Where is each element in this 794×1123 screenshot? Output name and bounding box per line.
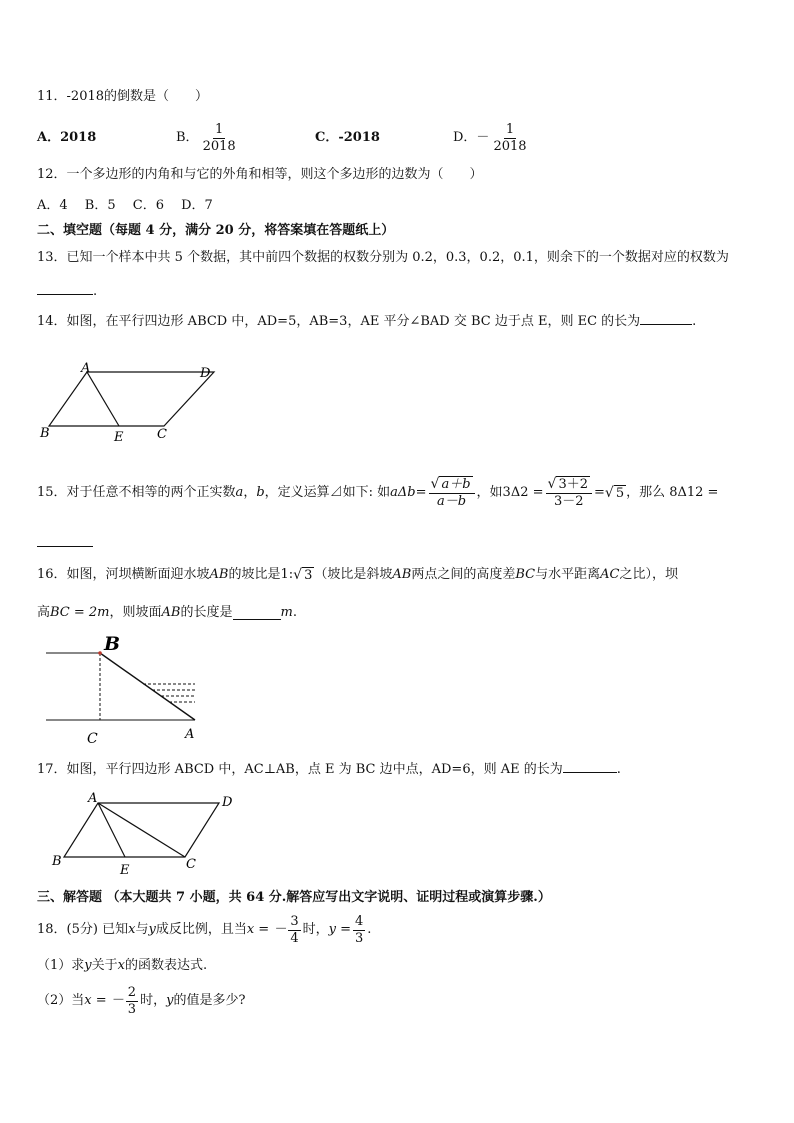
q11-stem: 11．-2018的倒数是（ ）	[37, 89, 209, 104]
answer-blank	[37, 281, 93, 295]
unit-m: m	[280, 605, 293, 620]
q18-condition: x = －	[84, 993, 124, 1008]
parallelogram-abcd	[49, 372, 214, 426]
q15-op-lhs: aΔb	[390, 485, 416, 500]
answer-blank	[563, 759, 617, 773]
q11-option-c: C．-2018	[315, 130, 380, 145]
var-a: a	[235, 485, 244, 500]
q15-example-fraction	[546, 476, 592, 510]
q14-tail: .	[692, 314, 697, 329]
q16-text: 之比），坝	[619, 567, 678, 582]
sqrt-icon: √	[430, 476, 440, 492]
q17-stem: 17．如图，平行四边形 ABCD 中，AC⊥AB，点 E 为 BC 边中点，AD=6，则 AE 的长为	[37, 762, 563, 777]
fraction-denominator: 3	[127, 1001, 137, 1017]
q18-text: 的函数表达式.	[125, 958, 208, 973]
q16-dam-figure	[40, 628, 210, 748]
q15-definition-fraction	[429, 476, 475, 510]
q16-text: 的坡比是	[228, 567, 281, 582]
q18-fraction-y	[353, 914, 365, 947]
label-c: C	[157, 427, 167, 442]
var-ab: AB	[209, 567, 229, 582]
sqrt-icon: √	[547, 476, 557, 492]
q16-text: 的长度是	[180, 605, 233, 620]
q14-stem: 14．如图，在平行四边形 ABCD 中，AD=5，AB=3，AE 平分∠BAD 交 BC 边于点 E，则 EC 的长为	[37, 314, 641, 329]
q15-mid: ，定义运算⊿如下: 如	[264, 485, 391, 500]
q16-text: （坡比是斜坡	[314, 567, 393, 582]
radicand: 5	[615, 486, 625, 501]
q15-comma: ，	[243, 485, 257, 500]
answer-blank	[640, 311, 692, 325]
q15-example-lhs: ，如3Δ2 =	[476, 485, 544, 500]
q18-text: .	[367, 922, 372, 937]
equals-sign: =	[415, 485, 427, 500]
label-a: A	[185, 727, 195, 742]
equals-sign: =	[593, 485, 605, 500]
q18-y-equals: y =	[328, 922, 351, 937]
q16-text: 16．如图，河坝横断面迎水坡	[37, 567, 210, 582]
q18-text: 时，	[140, 993, 167, 1008]
label-d: D	[222, 795, 233, 810]
fraction-numerator: 1	[214, 121, 224, 137]
fraction-denominator: 4	[290, 930, 299, 946]
slope-ab	[100, 653, 195, 720]
q11-option-b	[176, 118, 240, 158]
q12-stem: 12．一个多边形的内角和与它的外角和相等，则这个多边形的边数为（ ）	[37, 167, 483, 182]
var-bc-height: BC = 2m	[50, 605, 110, 620]
q11-option-d-fraction	[491, 122, 528, 155]
q18-text: 时，	[302, 922, 329, 937]
fraction-denominator: 3－2	[553, 494, 584, 509]
q18-text: 与	[135, 922, 149, 937]
fraction-numerator	[546, 476, 592, 494]
fraction-denominator: a－b	[437, 494, 467, 509]
radicand: a＋b	[441, 477, 471, 492]
q15-text	[37, 470, 718, 516]
q11-option-d-label: D．－	[453, 130, 490, 145]
section-2-title: 二、填空题（每题 4 分，满分 20 分，将答案填在答题纸上）	[37, 223, 395, 238]
q14-text	[37, 311, 696, 331]
q15-answer-blank	[37, 533, 93, 553]
fraction-numerator: 4	[355, 913, 364, 929]
var-y: y	[84, 958, 92, 973]
fraction-numerator	[429, 476, 475, 494]
var-b: b	[256, 485, 265, 500]
q11-option-b-fraction	[201, 122, 238, 155]
q11-option-b-label: B．	[176, 130, 199, 145]
var-ac: AC	[600, 567, 620, 582]
var-x: x	[128, 922, 136, 937]
q18-text: （2）当	[37, 993, 85, 1008]
q17-parallelogram-figure	[48, 790, 248, 880]
q13-tail: .	[93, 284, 98, 299]
label-a: A	[88, 791, 98, 806]
var-bc: BC	[515, 567, 536, 582]
var-ab: AB	[161, 605, 181, 620]
q18-fraction-part2	[126, 985, 138, 1018]
sqrt-icon: √	[604, 485, 614, 501]
q13-answer-blank	[37, 281, 97, 301]
q18-text: 关于	[91, 958, 118, 973]
label-b: B	[40, 426, 50, 441]
label-b: B	[104, 633, 121, 655]
q12-options: A．4 B．5 C．6 D．7	[37, 198, 213, 213]
sqrt-icon: √	[293, 567, 303, 583]
q18-text: 18．(5分) 已知	[37, 922, 129, 937]
label-d: D	[200, 366, 211, 381]
q18-text: （1）求	[37, 958, 85, 973]
fraction-denominator: 3	[355, 930, 364, 946]
q16-text: 两点之间的高度差	[411, 567, 516, 582]
q11-option-a: A．2018	[37, 130, 97, 145]
q15-prefix: 15．对于任意不相等的两个正实数	[37, 485, 236, 500]
var-y: y	[148, 922, 156, 937]
label-e: E	[120, 863, 130, 878]
label-e: E	[114, 430, 124, 445]
fraction-numerator: 3	[290, 913, 299, 929]
q18-condition: x = －	[246, 922, 287, 937]
var-y: y	[166, 993, 174, 1008]
q18-part-1	[37, 957, 207, 975]
q17-tail: .	[616, 762, 621, 777]
q13-text: 13．已知一个样本中共 5 个数据，其中前四个数据的权数分别为 0.2，0.3，0.2，0.1，则余下的一个数据对应的权数为	[37, 250, 729, 265]
section-3-title: 三、解答题 （本大题共 7 小题，共 64 分.解答应写出文字说明、证明过程或演算步骤.）	[37, 890, 551, 905]
q16-text: 高	[37, 605, 51, 620]
label-c: C	[87, 731, 98, 747]
q18-text: 的值是多少?	[173, 993, 246, 1008]
ratio: 1:	[280, 567, 294, 582]
q14-parallelogram-figure	[36, 360, 226, 446]
segment-ae	[87, 372, 119, 426]
q18-stem	[37, 908, 371, 952]
fraction-numerator: 1	[505, 121, 515, 137]
point-b	[98, 651, 102, 655]
q11-option-d	[453, 118, 531, 158]
q16-text: 与水平距离	[535, 567, 601, 582]
label-c: C	[186, 857, 196, 872]
q15-tail: ，那么 8Δ12 =	[626, 485, 719, 500]
label-a: A	[81, 361, 91, 376]
answer-blank	[37, 533, 93, 547]
q16-line-2	[37, 603, 297, 623]
var-ab: AB	[392, 567, 412, 582]
radicand: 3＋2	[558, 477, 588, 492]
label-b: B	[52, 854, 62, 869]
q18-text: 成反比例，且当	[155, 922, 247, 937]
q16-tail: .	[292, 605, 297, 620]
fraction-numerator: 2	[127, 984, 137, 1000]
q17-text	[37, 759, 621, 779]
fraction-denominator: 2018	[202, 138, 236, 154]
answer-blank	[233, 606, 281, 620]
q16-text: ，则坡面	[109, 605, 162, 620]
q16-line-1	[37, 565, 678, 585]
radicand: 3	[304, 568, 313, 583]
q18-fraction-x	[288, 914, 300, 947]
q18-part-2	[37, 979, 245, 1023]
fraction-denominator: 2018	[493, 138, 527, 154]
var-x: x	[117, 958, 125, 973]
